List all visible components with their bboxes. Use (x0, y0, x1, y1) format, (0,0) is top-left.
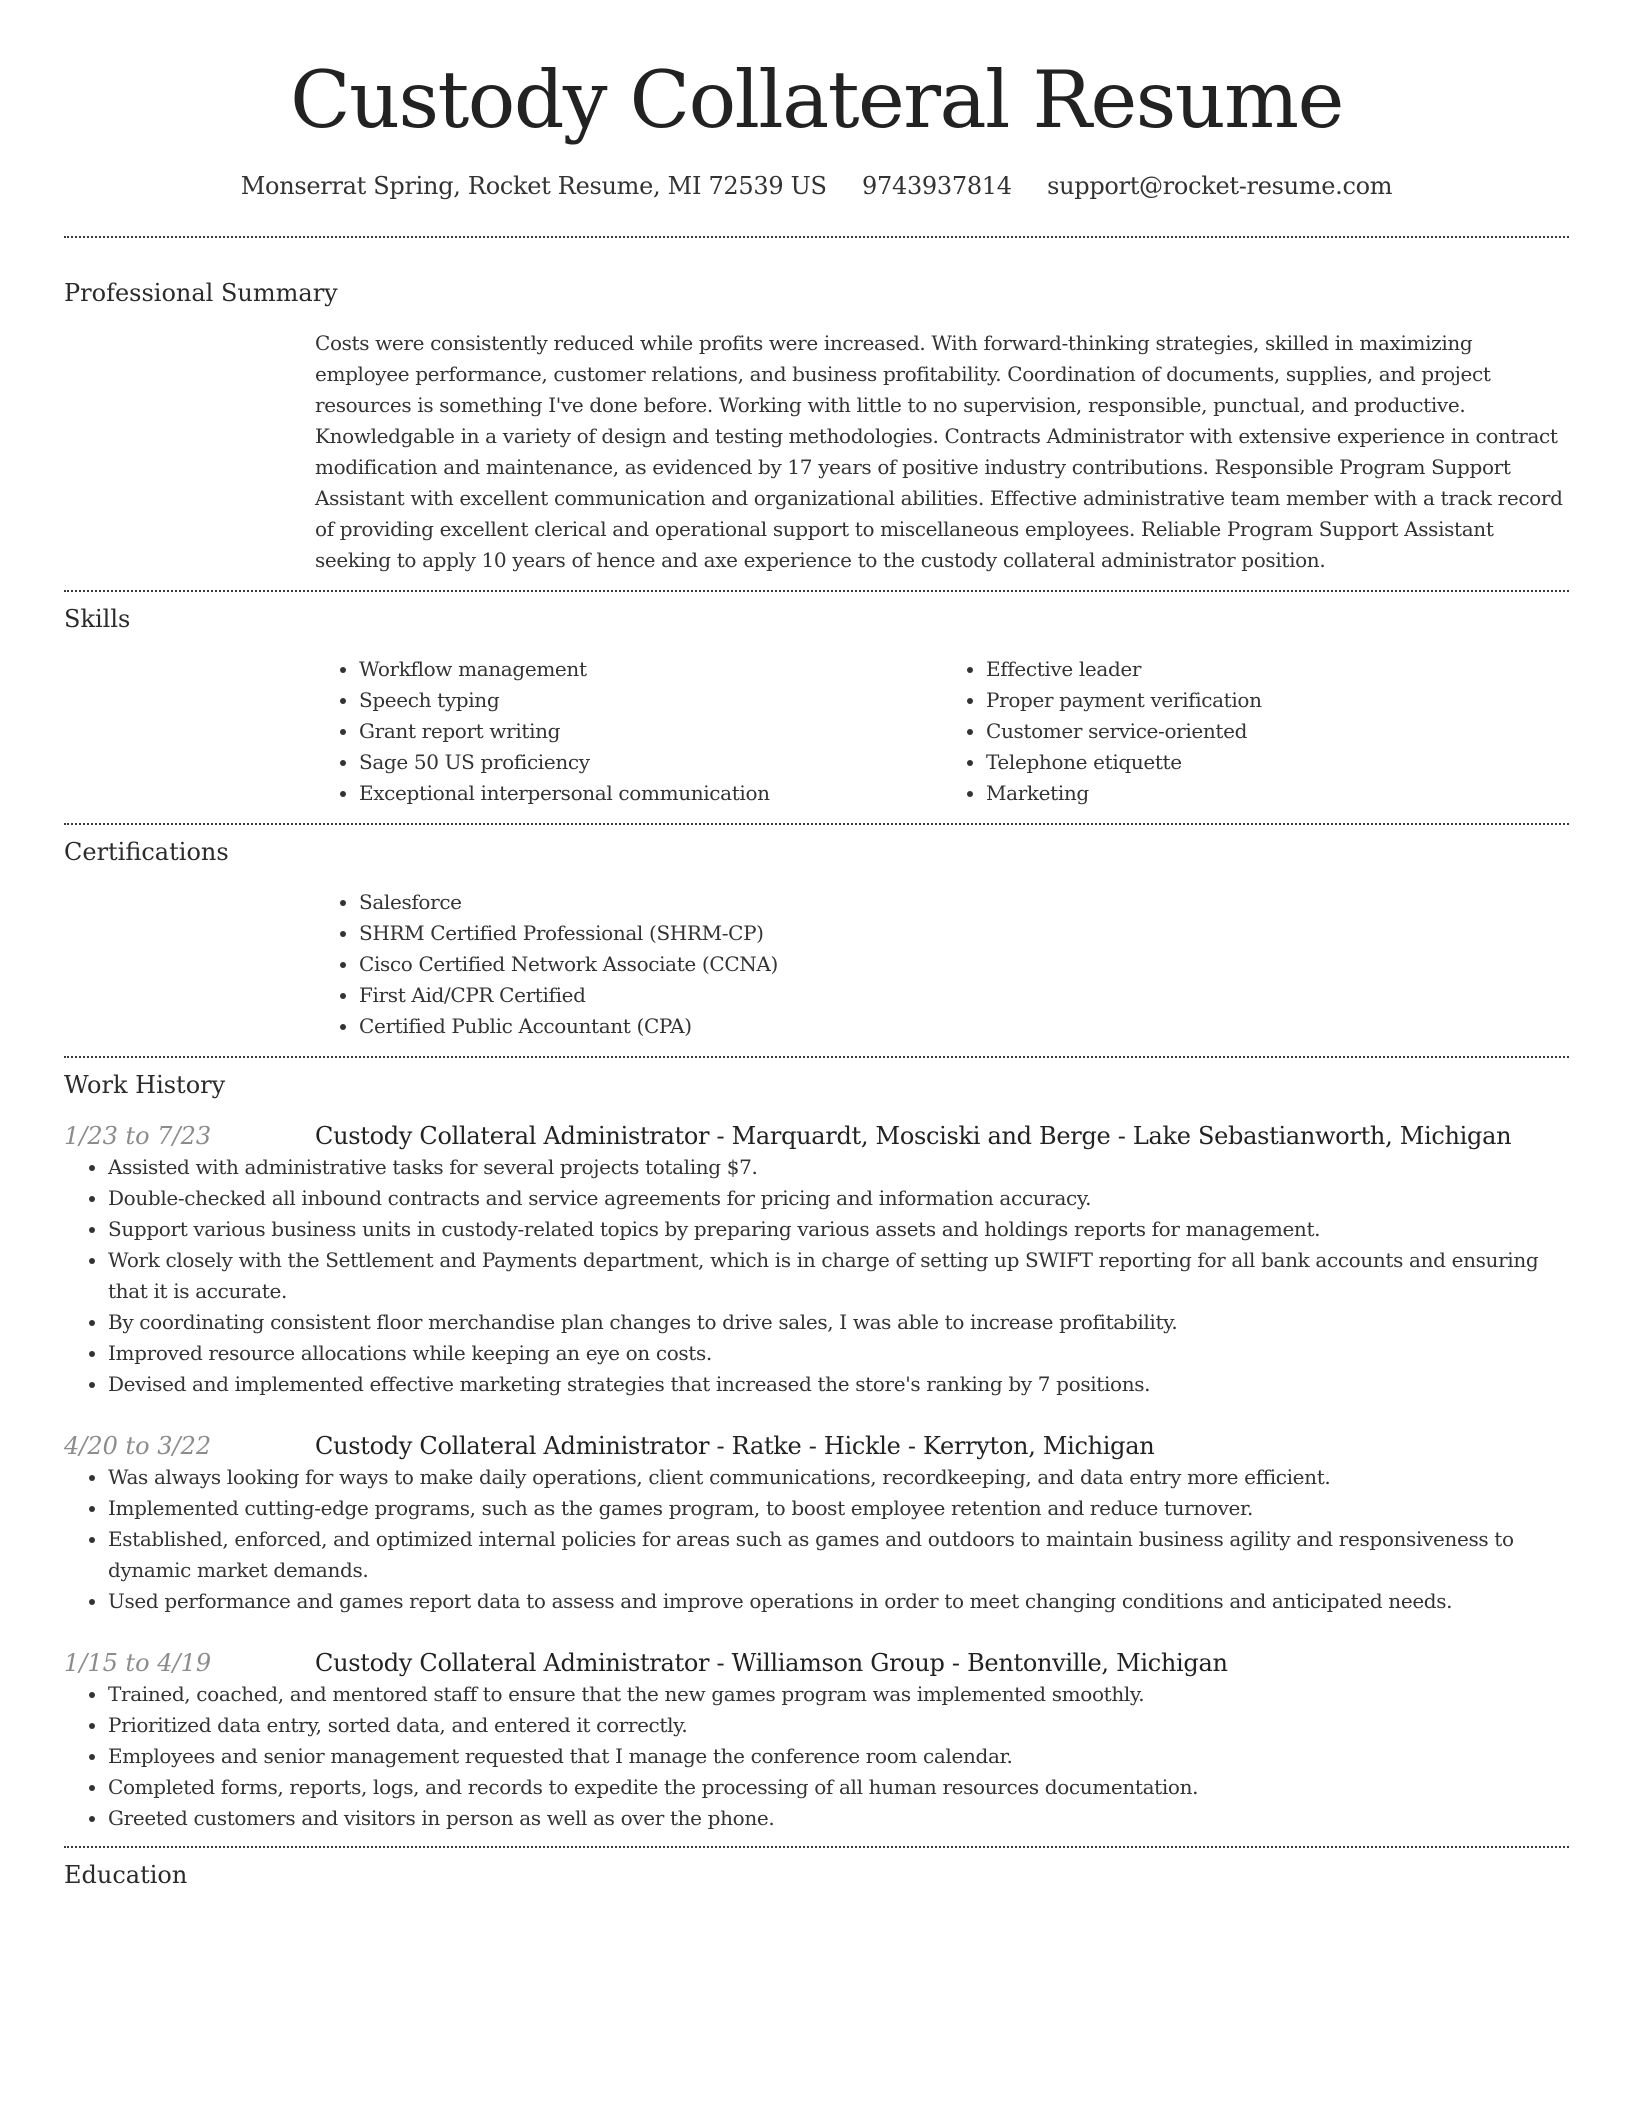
certifications-list (315, 887, 1569, 1042)
summary-text: Costs were consistently reduced while profits were increased. With forward-thinking strategies, skilled in maximizing employee performance, customer relations, and business profitability. Coordination of documents, supplies, and project resources is something I've done before. Working with little to no supervision, responsible, punctual, and productive. Knowledgable in a variety of design and testing methodologies. Contracts Administrator with extensive experience in contract modification and maintenance, as evidenced by 17 years of positive industry contributions. Responsible Program Support Assistant with excellent communication and organizational abilities. Effective administrative team member with a track record of providing excellent clerical and operational support to miscellaneous employees. Reliable Program Support Assistant seeking to apply 10 years of hence and axe experience to the custody collateral administrator position. (315, 331, 1563, 572)
job-duty: • Completed forms, reports, logs, and records to expedite the processing of all human resources documentation. (108, 1772, 1569, 1803)
education-heading: Education (64, 1861, 188, 1889)
skill-item: • Proper payment verification (986, 685, 1569, 716)
summary-section (64, 278, 1569, 576)
job-duty: • Established, enforced, and optimized internal policies for areas such as games and outdoors to maintain business agility and responsiveness to dynamic market demands. (108, 1524, 1569, 1586)
certification-item: • Certified Public Accountant (CPA) (359, 1011, 1569, 1042)
resume-title: Custody Collateral Resume (290, 54, 1343, 146)
contact-phone: 9743937814 (862, 172, 1012, 200)
summary-heading: Professional Summary (64, 279, 338, 307)
section-divider (64, 1846, 1569, 1848)
skill-item: • Speech typing (359, 685, 942, 716)
skills-columns (315, 654, 1569, 809)
contact-address: Monserrat Spring, Rocket Resume, MI 72539 US (240, 172, 827, 200)
skills-list-left (315, 654, 942, 809)
section-divider (64, 823, 1569, 825)
job-title: Custody Collateral Administrator - Williamson Group - Bentonville, Michigan (315, 1649, 1228, 1677)
certification-item: • First Aid/CPR Certified (359, 980, 1569, 1011)
job-duty: • Greeted customers and visitors in person as well as over the phone. (108, 1803, 1569, 1834)
skills-section (64, 604, 1569, 809)
job-duty: • Employees and senior management requested that I manage the conference room calendar. (108, 1741, 1569, 1772)
job-duty: • Support various business units in custody-related topics by preparing various assets and holdings reports for management. (108, 1214, 1569, 1245)
job-dates: 1/23 to 7/23 (64, 1122, 212, 1150)
job-duty: • Work closely with the Settlement and Payments department, which is in charge of setting up SWIFT reporting for all bank accounts and ensuring that it is accurate. (108, 1245, 1569, 1307)
job-duty: • Used performance and games report data to assess and improve operations in order to meet changing conditions and anticipated needs. (108, 1586, 1569, 1617)
certifications-heading: Certifications (64, 838, 229, 866)
job-duty: • Was always looking for ways to make daily operations, client communications, recordkeeping, and data entry more efficient. (108, 1462, 1569, 1493)
education-section (64, 1860, 1569, 1890)
job-duty: • Implemented cutting-edge programs, such as the games program, to boost employee retention and reduce turnover. (108, 1493, 1569, 1524)
section-divider (64, 590, 1569, 592)
job-entry (64, 1647, 1569, 1834)
job-dates: 4/20 to 3/22 (64, 1432, 212, 1460)
job-duty: • Assisted with administrative tasks for several projects totaling $7. (108, 1152, 1569, 1183)
job-entry (64, 1430, 1569, 1617)
job-duty: • Devised and implemented effective marketing strategies that increased the store's ranking by 7 positions. (108, 1369, 1569, 1400)
job-duty: • Improved resource allocations while keeping an eye on costs. (108, 1338, 1569, 1369)
contact-line (64, 170, 1569, 202)
certification-item: • Cisco Certified Network Associate (CCNA) (359, 949, 1569, 980)
certifications-section (64, 837, 1569, 1042)
job-duty: • By coordinating consistent floor merchandise plan changes to drive sales, I was able to increase profitability. (108, 1307, 1569, 1338)
work-history-section (64, 1070, 1569, 1834)
job-duty: • Trained, coached, and mentored staff to ensure that the new games program was implemented smoothly. (108, 1679, 1569, 1710)
skill-item: • Workflow management (359, 654, 942, 685)
section-divider (64, 236, 1569, 238)
skills-heading: Skills (64, 605, 131, 633)
contact-email: support@rocket-resume.com (1047, 172, 1393, 200)
job-duty: • Prioritized data entry, sorted data, and entered it correctly. (108, 1710, 1569, 1741)
skill-item: • Marketing (986, 778, 1569, 809)
job-duties-list (64, 1152, 1569, 1400)
resume-page (64, 0, 1569, 1890)
job-duty: • Double-checked all inbound contracts and service agreements for pricing and information accuracy. (108, 1183, 1569, 1214)
job-title: Custody Collateral Administrator - Ratke - Hickle - Kerryton, Michigan (315, 1432, 1155, 1460)
job-dates: 1/15 to 4/19 (64, 1649, 212, 1677)
section-divider (64, 1056, 1569, 1058)
skill-item: • Exceptional interpersonal communication (359, 778, 942, 809)
skills-list-right (942, 654, 1569, 809)
certification-item: • Salesforce (359, 887, 1569, 918)
skill-item: • Telephone etiquette (986, 747, 1569, 778)
work-history-heading: Work History (64, 1071, 226, 1099)
skill-item: • Sage 50 US proficiency (359, 747, 942, 778)
job-duties-list (64, 1462, 1569, 1617)
job-title: Custody Collateral Administrator - Marquardt, Mosciski and Berge - Lake Sebastianworth, Michigan (315, 1122, 1512, 1150)
skill-item: • Grant report writing (359, 716, 942, 747)
certification-item: • SHRM Certified Professional (SHRM-CP) (359, 918, 1569, 949)
job-entry (64, 1120, 1569, 1400)
certifications-block (315, 887, 1569, 1042)
job-duties-list (64, 1679, 1569, 1834)
skill-item: • Effective leader (986, 654, 1569, 685)
skill-item: • Customer service-oriented (986, 716, 1569, 747)
